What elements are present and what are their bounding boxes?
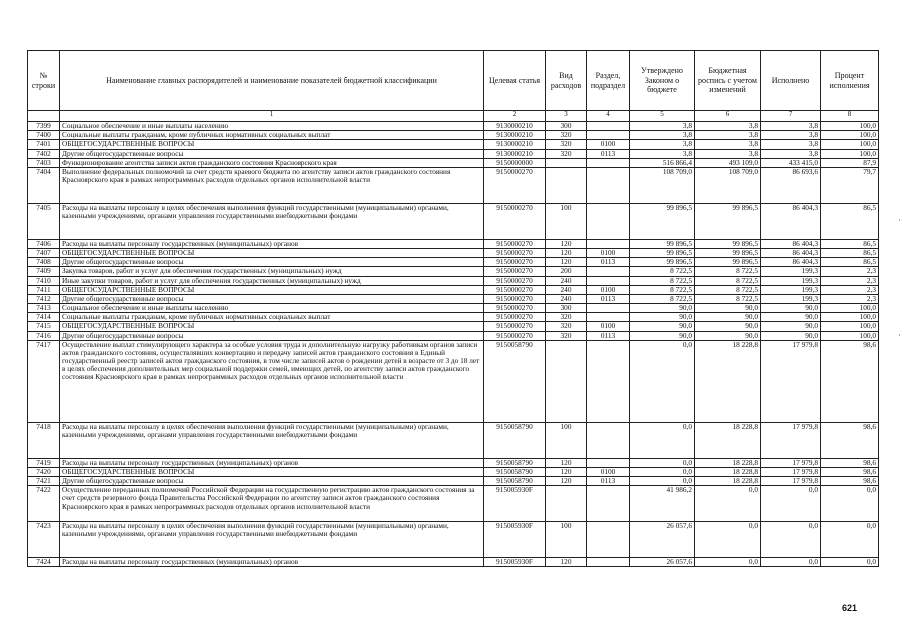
row-executed: 3,8 — [761, 131, 821, 140]
row-name: Социальное обеспечение и иные выплаты населению — [60, 304, 484, 313]
row-target-article: 9150058790 — [484, 467, 546, 476]
row-executed: 86 404,3 — [761, 203, 821, 239]
row-expense-kind: 120 — [546, 558, 587, 567]
row-executed: 86 404,3 — [761, 258, 821, 267]
row-number: 7411 — [28, 285, 60, 294]
row-name: Расходы на выплаты персоналу государственных (муниципальных) органов — [60, 558, 484, 567]
row-section: 0113 — [587, 258, 630, 267]
row-budget-painting: 18 228,8 — [695, 340, 761, 422]
row-target-article: 9130000210 — [484, 149, 546, 158]
table-row — [28, 304, 879, 313]
row-percent: 86,5 — [821, 249, 879, 258]
row-name: ОБЩЕГОСУДАРСТВЕННЫЕ ВОПРОСЫ — [60, 249, 484, 258]
row-budget-painting: 8 722,5 — [695, 294, 761, 303]
row-percent: 2,3 — [821, 285, 879, 294]
row-target-article: 9150000270 — [484, 294, 546, 303]
row-expense-kind: 120 — [546, 477, 587, 486]
row-number: 7400 — [28, 131, 60, 140]
edge-mark: · — [898, 330, 901, 340]
column-number: 7 — [761, 111, 821, 122]
row-percent: 100,0 — [821, 313, 879, 322]
row-approved: 99 896,5 — [630, 203, 695, 239]
row-name: ОБЩЕГОСУДАРСТВЕННЫЕ ВОПРОСЫ — [60, 467, 484, 476]
row-number: 7418 — [28, 422, 60, 458]
row-approved: 8 722,5 — [630, 294, 695, 303]
row-number: 7422 — [28, 486, 60, 522]
row-target-article: 9150000270 — [484, 331, 546, 340]
row-executed: 3,8 — [761, 140, 821, 149]
row-percent: 100,0 — [821, 131, 879, 140]
row-number: 7424 — [28, 558, 60, 567]
row-budget-painting: 493 109,0 — [695, 158, 761, 167]
header-executed: Исполнено — [761, 51, 821, 111]
row-target-article: 915005930F — [484, 558, 546, 567]
row-budget-painting: 3,8 — [695, 140, 761, 149]
table-row — [28, 267, 879, 276]
budget-table — [27, 50, 879, 567]
row-target-article: 9150058790 — [484, 340, 546, 422]
row-number: 7401 — [28, 140, 60, 149]
row-budget-painting: 99 896,5 — [695, 258, 761, 267]
row-name: Функционирование агентства записи актов гражданского состояния Красноярского края — [60, 158, 484, 167]
row-target-article: 9130000210 — [484, 131, 546, 140]
row-name: Закупка товаров, работ и услуг для обеспечения государственных (муниципальных) нужд — [60, 267, 484, 276]
row-expense-kind: 240 — [546, 276, 587, 285]
row-approved: 90,0 — [630, 322, 695, 331]
row-budget-painting: 8 722,5 — [695, 267, 761, 276]
row-name: Осуществление выплат стимулирующего характера за особые условия труда и дополнительную нагрузку работникам органов записи актов гражданского состояния, осуществлявших конвертацию и передачу записей актов гражданского состояния в Единый государственный реестр записей актов гражданского состояния, в том числе записей актов о рождении детей в возрасте от 3 до 18 лет в целях обеспечения дополнительных мер социальной поддержки семей, имеющих детей, по агентству записи актов гражданского состояния Красноярского края в рамках непрограммных расходов отдельных органов исполнительной власти — [60, 340, 484, 422]
row-number: 7409 — [28, 267, 60, 276]
row-budget-painting: 3,8 — [695, 149, 761, 158]
table-row — [28, 203, 879, 239]
row-section — [587, 122, 630, 131]
row-number: 7408 — [28, 258, 60, 267]
row-number: 7414 — [28, 313, 60, 322]
row-name: Расходы на выплаты персоналу государственных (муниципальных) органов — [60, 239, 484, 248]
row-name: Социальные выплаты гражданам, кроме публичных нормативных социальных выплат — [60, 313, 484, 322]
row-percent: 0,0 — [821, 486, 879, 522]
row-section — [587, 422, 630, 458]
row-name: Расходы на выплаты персоналу в целях обеспечения выполнения функций государственными (муниципальными) органами, казенными учреждениями, органами управления государственными внебюджетными фондами — [60, 522, 484, 558]
row-section: 0100 — [587, 322, 630, 331]
row-budget-painting: 108 709,0 — [695, 167, 761, 203]
row-percent: 100,0 — [821, 331, 879, 340]
row-percent: 2,3 — [821, 276, 879, 285]
row-budget-painting: 3,8 — [695, 122, 761, 131]
row-expense-kind: 200 — [546, 267, 587, 276]
row-expense-kind: 320 — [546, 140, 587, 149]
table-row — [28, 558, 879, 567]
row-expense-kind: 120 — [546, 249, 587, 258]
table-row — [28, 340, 879, 422]
row-executed: 17 979,8 — [761, 340, 821, 422]
table-row — [28, 477, 879, 486]
row-target-article: 9130000210 — [484, 122, 546, 131]
row-approved: 99 896,5 — [630, 249, 695, 258]
table-row — [28, 331, 879, 340]
row-budget-painting: 18 228,8 — [695, 458, 761, 467]
row-percent: 98,6 — [821, 458, 879, 467]
row-section: 0100 — [587, 140, 630, 149]
row-section: 0113 — [587, 149, 630, 158]
column-number: 8 — [821, 111, 879, 122]
table-row — [28, 131, 879, 140]
column-number — [28, 111, 60, 122]
row-budget-painting: 99 896,5 — [695, 239, 761, 248]
row-budget-painting: 99 896,5 — [695, 203, 761, 239]
row-number: 7403 — [28, 158, 60, 167]
header-approved: Утверждено Законом о бюджете — [630, 51, 695, 111]
table-row — [28, 322, 879, 331]
row-target-article: 9150000270 — [484, 249, 546, 258]
row-target-article: 9150000270 — [484, 276, 546, 285]
table-row — [28, 522, 879, 558]
row-approved: 99 896,5 — [630, 239, 695, 248]
row-number: 7405 — [28, 203, 60, 239]
column-number: 3 — [546, 111, 587, 122]
row-name: Расходы на выплаты персоналу в целях обеспечения выполнения функций государственными (муниципальными) органами, казенными учреждениями, органами управления государственными внебюджетными фондами — [60, 422, 484, 458]
row-approved: 3,8 — [630, 149, 695, 158]
row-executed: 199,3 — [761, 294, 821, 303]
row-percent: 100,0 — [821, 122, 879, 131]
row-target-article: 915005930F — [484, 522, 546, 558]
row-name: Социальные выплаты гражданам, кроме публичных нормативных социальных выплат — [60, 131, 484, 140]
row-name: Расходы на выплаты персоналу в целях обеспечения выполнения функций государственными (муниципальными) органами, казенными учреждениями, органами управления государственными внебюджетными фондами — [60, 203, 484, 239]
header-row-number: № строки — [28, 51, 60, 111]
row-executed: 0,0 — [761, 522, 821, 558]
row-budget-painting: 90,0 — [695, 322, 761, 331]
header-name: Наименование главных распорядителей и наименование показателей бюджетной классификации — [60, 51, 484, 111]
row-section — [587, 239, 630, 248]
row-approved: 516 866,4 — [630, 158, 695, 167]
row-budget-painting: 18 228,8 — [695, 477, 761, 486]
row-target-article: 9150000270 — [484, 322, 546, 331]
row-approved: 0,0 — [630, 467, 695, 476]
table-row — [28, 140, 879, 149]
row-number: 7420 — [28, 467, 60, 476]
row-approved: 90,0 — [630, 331, 695, 340]
row-target-article: 9150000270 — [484, 167, 546, 203]
row-number: 7415 — [28, 322, 60, 331]
table-row — [28, 294, 879, 303]
row-number: 7419 — [28, 458, 60, 467]
header-percent: Процент исполнения — [821, 51, 879, 111]
table-row — [28, 285, 879, 294]
row-approved: 0,0 — [630, 477, 695, 486]
row-approved: 41 986,2 — [630, 486, 695, 522]
row-executed: 17 979,8 — [761, 467, 821, 476]
table-row — [28, 239, 879, 248]
column-number: 6 — [695, 111, 761, 122]
row-target-article: 9150058790 — [484, 477, 546, 486]
row-number: 7402 — [28, 149, 60, 158]
row-name: Другие общегосударственные вопросы — [60, 294, 484, 303]
row-percent: 100,0 — [821, 140, 879, 149]
row-percent: 98,6 — [821, 477, 879, 486]
row-percent: 86,5 — [821, 239, 879, 248]
row-executed: 17 979,8 — [761, 477, 821, 486]
row-budget-painting: 18 228,8 — [695, 467, 761, 476]
row-approved: 3,8 — [630, 122, 695, 131]
row-budget-painting: 0,0 — [695, 522, 761, 558]
row-approved: 0,0 — [630, 340, 695, 422]
row-section: 0100 — [587, 285, 630, 294]
row-name: Выполнение федеральных полномочий за счет средств краевого бюджета по агентству записи актов гражданского состояния Красноярского края в рамках непрограммных расходов отдельных органов исполнительной власти — [60, 167, 484, 203]
row-section — [587, 131, 630, 140]
row-executed: 86 404,3 — [761, 249, 821, 258]
row-executed: 433 415,0 — [761, 158, 821, 167]
row-expense-kind: 100 — [546, 522, 587, 558]
table-row — [28, 276, 879, 285]
row-name: Осуществление переданных полномочий Российской Федерации на государственную регистрацию актов гражданского состояния за счет средств резервного фонда Правительства Российской Федерации по агентству записи актов гражданского состояния Красноярского края в рамках непрограммных расходов отдельных органов исполнительной власти — [60, 486, 484, 522]
row-executed: 199,3 — [761, 276, 821, 285]
row-number: 7416 — [28, 331, 60, 340]
row-executed: 0,0 — [761, 558, 821, 567]
table-row — [28, 167, 879, 203]
row-expense-kind: 120 — [546, 239, 587, 248]
row-budget-painting: 90,0 — [695, 313, 761, 322]
table-row — [28, 149, 879, 158]
row-expense-kind — [546, 486, 587, 522]
row-name: Иные закупки товаров, работ и услуг для обеспечения государственных (муниципальных) нужд — [60, 276, 484, 285]
row-budget-painting: 99 896,5 — [695, 249, 761, 258]
row-approved: 90,0 — [630, 304, 695, 313]
row-executed: 199,3 — [761, 285, 821, 294]
row-expense-kind: 100 — [546, 203, 587, 239]
row-expense-kind: 320 — [546, 331, 587, 340]
row-approved: 99 896,5 — [630, 258, 695, 267]
row-percent: 100,0 — [821, 322, 879, 331]
row-number: 7410 — [28, 276, 60, 285]
row-executed: 17 979,8 — [761, 422, 821, 458]
row-target-article: 9150000270 — [484, 267, 546, 276]
row-percent: 98,6 — [821, 340, 879, 422]
row-target-article: 915005930F — [484, 486, 546, 522]
row-percent: 98,6 — [821, 422, 879, 458]
row-executed: 90,0 — [761, 322, 821, 331]
row-section: 0113 — [587, 331, 630, 340]
row-approved: 3,8 — [630, 131, 695, 140]
table-row — [28, 467, 879, 476]
row-name: Социальное обеспечение и иные выплаты населению — [60, 122, 484, 131]
row-section — [587, 458, 630, 467]
row-section — [587, 158, 630, 167]
row-expense-kind — [546, 158, 587, 167]
row-name: ОБЩЕГОСУДАРСТВЕННЫЕ ВОПРОСЫ — [60, 285, 484, 294]
row-section — [587, 304, 630, 313]
row-section — [587, 267, 630, 276]
row-target-article: 9150058790 — [484, 458, 546, 467]
row-executed: 3,8 — [761, 122, 821, 131]
table-row — [28, 249, 879, 258]
row-section — [587, 167, 630, 203]
row-section — [587, 203, 630, 239]
row-section — [587, 276, 630, 285]
row-name: Другие общегосударственные вопросы — [60, 149, 484, 158]
row-number: 7421 — [28, 477, 60, 486]
table-row — [28, 486, 879, 522]
row-percent: 100,0 — [821, 149, 879, 158]
column-number: 2 — [484, 111, 546, 122]
row-budget-painting: 8 722,5 — [695, 276, 761, 285]
row-percent: 86,5 — [821, 203, 879, 239]
row-expense-kind: 120 — [546, 467, 587, 476]
row-executed: 90,0 — [761, 313, 821, 322]
row-name: Другие общегосударственные вопросы — [60, 258, 484, 267]
row-section — [587, 558, 630, 567]
row-expense-kind: 320 — [546, 322, 587, 331]
column-number: 4 — [587, 111, 630, 122]
header-expense-kind: Вид расходов — [546, 51, 587, 111]
row-number: 7407 — [28, 249, 60, 258]
table-row — [28, 258, 879, 267]
row-number: 7404 — [28, 167, 60, 203]
row-expense-kind — [546, 340, 587, 422]
row-section — [587, 486, 630, 522]
row-expense-kind: 120 — [546, 258, 587, 267]
row-number: 7413 — [28, 304, 60, 313]
table-body — [28, 122, 879, 567]
row-executed: 199,3 — [761, 267, 821, 276]
row-budget-painting: 0,0 — [695, 558, 761, 567]
column-number-row — [28, 111, 879, 122]
row-budget-painting: 0,0 — [695, 486, 761, 522]
row-target-article: 9150000270 — [484, 304, 546, 313]
row-target-article: 9150000270 — [484, 258, 546, 267]
row-number: 7423 — [28, 522, 60, 558]
row-expense-kind: 320 — [546, 149, 587, 158]
header-budget-painting: Бюджетная роспись с учетом изменений — [695, 51, 761, 111]
row-executed: 0,0 — [761, 486, 821, 522]
row-target-article: 9150000270 — [484, 313, 546, 322]
row-expense-kind: 300 — [546, 304, 587, 313]
row-target-article: 9130000210 — [484, 140, 546, 149]
row-expense-kind: 240 — [546, 285, 587, 294]
row-expense-kind: 300 — [546, 122, 587, 131]
table-header-row — [28, 51, 879, 111]
row-name: Расходы на выплаты персоналу государственных (муниципальных) органов — [60, 458, 484, 467]
row-target-article: 9150000270 — [484, 285, 546, 294]
row-section — [587, 313, 630, 322]
row-approved: 3,8 — [630, 140, 695, 149]
row-percent: 100,0 — [821, 304, 879, 313]
row-expense-kind: 320 — [546, 313, 587, 322]
row-section: 0113 — [587, 294, 630, 303]
row-budget-painting: 3,8 — [695, 131, 761, 140]
row-number: 7399 — [28, 122, 60, 131]
column-number: 1 — [60, 111, 484, 122]
row-target-article: 9150000270 — [484, 203, 546, 239]
row-section: 0113 — [587, 477, 630, 486]
row-name: Другие общегосударственные вопросы — [60, 477, 484, 486]
column-number: 5 — [630, 111, 695, 122]
row-target-article: 9150000000 — [484, 158, 546, 167]
row-budget-painting: 18 228,8 — [695, 422, 761, 458]
row-expense-kind: 100 — [546, 422, 587, 458]
row-approved: 8 722,5 — [630, 267, 695, 276]
row-budget-painting: 90,0 — [695, 304, 761, 313]
table-row — [28, 158, 879, 167]
row-approved: 108 709,0 — [630, 167, 695, 203]
row-section — [587, 522, 630, 558]
row-percent: 79,7 — [821, 167, 879, 203]
row-executed: 90,0 — [761, 304, 821, 313]
row-budget-painting: 90,0 — [695, 331, 761, 340]
header-target-article: Целевая статья — [484, 51, 546, 111]
row-percent: 86,5 — [821, 258, 879, 267]
page-number: 621 — [842, 603, 858, 613]
header-section: Раздел, подраздел — [587, 51, 630, 111]
row-number: 7412 — [28, 294, 60, 303]
edge-mark: · — [898, 215, 901, 225]
row-percent: 98,6 — [821, 467, 879, 476]
table-row — [28, 313, 879, 322]
row-approved: 26 057,6 — [630, 558, 695, 567]
row-percent: 0,0 — [821, 558, 879, 567]
row-expense-kind: 120 — [546, 458, 587, 467]
table-row — [28, 122, 879, 131]
row-percent: 2,3 — [821, 294, 879, 303]
row-number: 7417 — [28, 340, 60, 422]
row-executed: 86 693,6 — [761, 167, 821, 203]
row-expense-kind — [546, 167, 587, 203]
row-section — [587, 340, 630, 422]
row-target-article: 9150000270 — [484, 239, 546, 248]
row-target-article: 9150058790 — [484, 422, 546, 458]
row-section: 0100 — [587, 249, 630, 258]
row-expense-kind: 240 — [546, 294, 587, 303]
row-executed: 17 979,8 — [761, 458, 821, 467]
row-percent: 87,9 — [821, 158, 879, 167]
row-budget-painting: 8 722,5 — [695, 285, 761, 294]
row-approved: 0,0 — [630, 422, 695, 458]
row-name: Другие общегосударственные вопросы — [60, 331, 484, 340]
row-approved: 0,0 — [630, 458, 695, 467]
row-section: 0100 — [587, 467, 630, 476]
table-row — [28, 422, 879, 458]
row-executed: 90,0 — [761, 331, 821, 340]
row-percent: 0,0 — [821, 522, 879, 558]
row-approved: 8 722,5 — [630, 276, 695, 285]
row-approved: 8 722,5 — [630, 285, 695, 294]
table-row — [28, 458, 879, 467]
row-number: 7406 — [28, 239, 60, 248]
row-expense-kind: 320 — [546, 131, 587, 140]
row-executed: 3,8 — [761, 149, 821, 158]
row-name: ОБЩЕГОСУДАРСТВЕННЫЕ ВОПРОСЫ — [60, 322, 484, 331]
row-executed: 86 404,3 — [761, 239, 821, 248]
row-approved: 90,0 — [630, 313, 695, 322]
row-name: ОБЩЕГОСУДАРСТВЕННЫЕ ВОПРОСЫ — [60, 140, 484, 149]
row-percent: 2,3 — [821, 267, 879, 276]
row-approved: 26 057,6 — [630, 522, 695, 558]
